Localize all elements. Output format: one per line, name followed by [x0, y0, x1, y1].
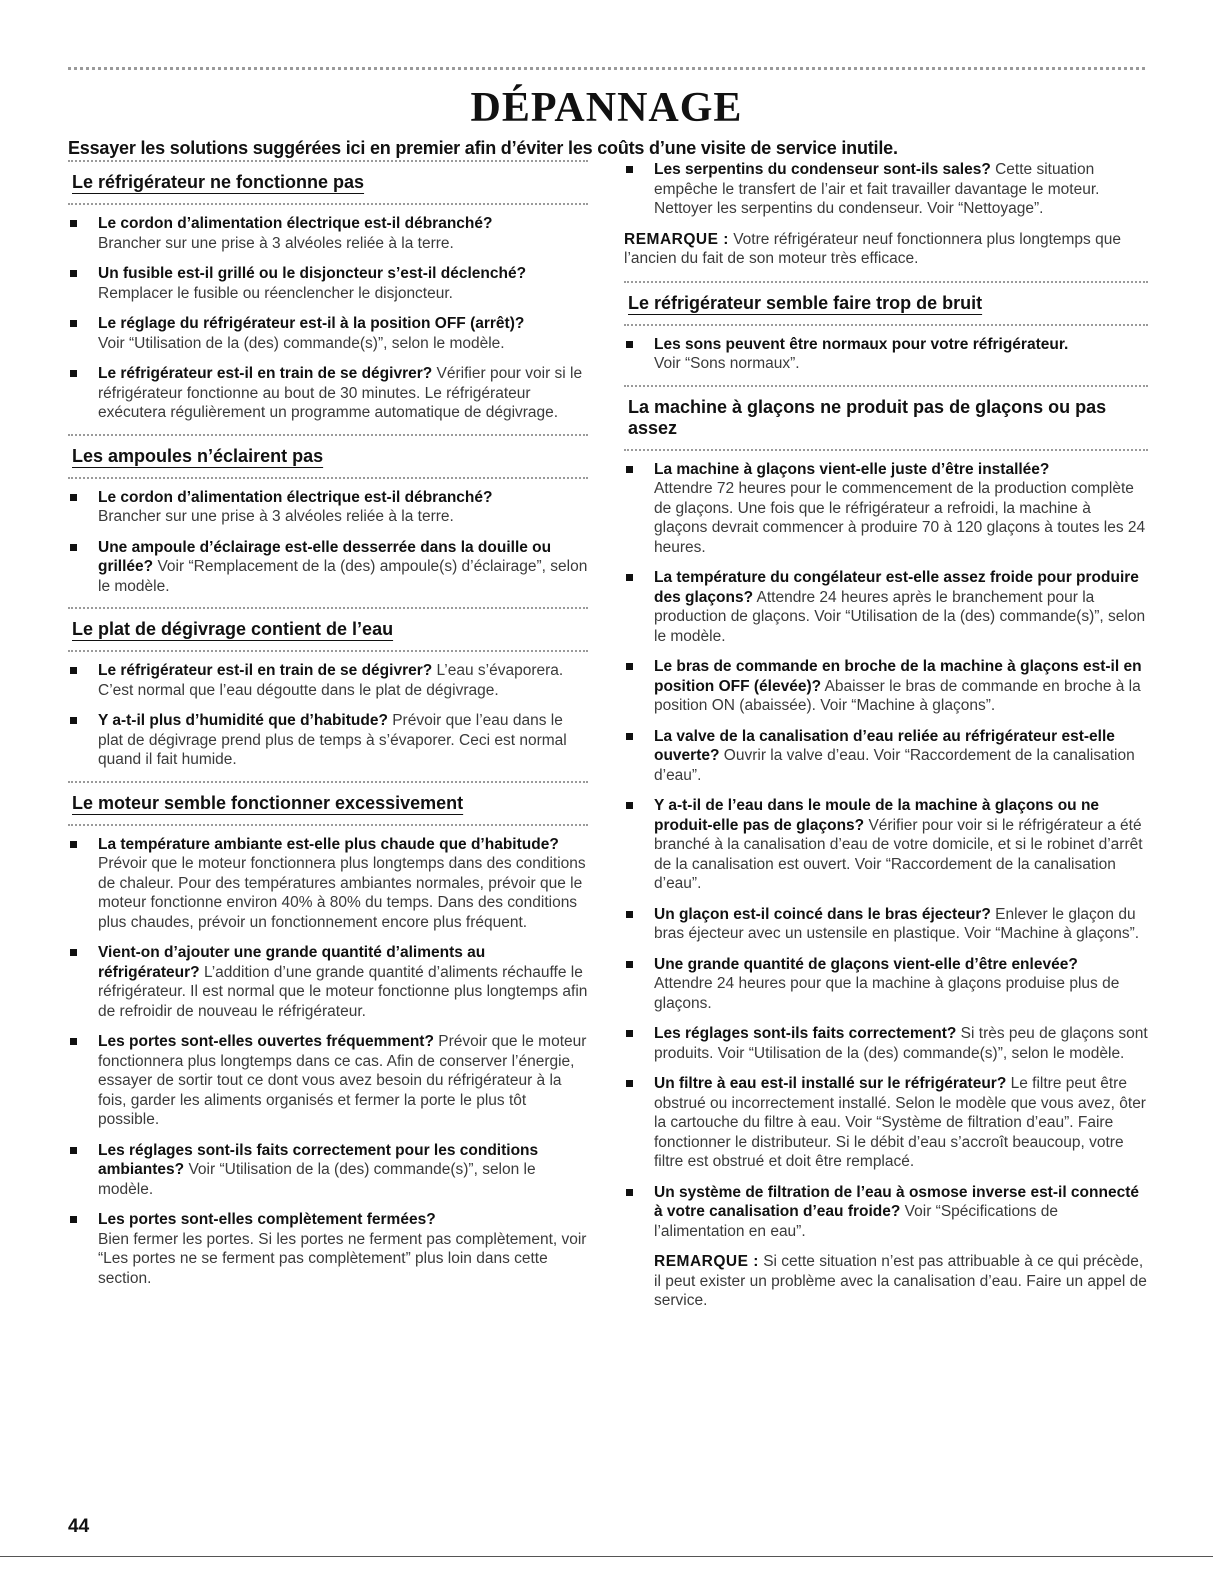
item-answer: Cette situation empêche le transfert de l’air et fait travailler davantage le moteur. Nettoyer les serpentins du condenseur. Voir “Nettoyage”. [654, 161, 1100, 217]
item-answer: Ouvrir la valve d’eau. Voir “Raccordement de la canalisation d’eau”. [654, 747, 1135, 784]
note-text: Votre réfrigérateur neuf fonctionnera plus longtemps que l’ancien du fait de son moteur très efficace. [624, 230, 1121, 267]
item-question: Les portes sont-elles complètement fermées? [98, 1211, 436, 1228]
item-answer: Prévoir que l’eau dans le plat de dégivrage prend plus de temps à s’évaporer. Ceci est normal quand il fait humide. [98, 712, 567, 768]
item-answer: L’addition d’une grande quantité d’aliments réchauffe le réfrigérateur. Il est normal que le moteur fonctionne plus longtemps afin de refroidir de nouveau le réfrigérateur. [98, 963, 588, 1020]
item-question: Le réfrigérateur est-il en train de se dégivrer? [98, 662, 433, 679]
bullet-icon [70, 494, 77, 501]
list-item [68, 538, 588, 597]
list-item [68, 214, 588, 253]
section-header [68, 781, 588, 826]
bullet-icon [70, 220, 77, 227]
section-title: Le moteur semble fonctionner excessivement [72, 792, 464, 813]
item-answer: L’eau s’évaporera. C’est normal que l’eau dégoutte dans le plat de dégivrage. [98, 662, 564, 699]
section-ice-maker [624, 385, 1148, 1311]
item-question: Le bras de commande en broche de la machine à glaçons est-il en position OFF (élevée)? [654, 658, 1142, 695]
list-item [624, 657, 1148, 716]
item-answer: Remplacer le fusible ou réenclencher le disjoncteur. [98, 284, 453, 302]
bullet-icon [70, 717, 77, 724]
item-answer: Vérifier pour voir si le réfrigérateur fonctionne au bout de 30 minutes. Le réfrigérateur exécutera régulièrement un programme automatique de dégivrage. [98, 365, 583, 421]
item-question: Les portes sont-elles ouvertes fréquemment? [98, 1033, 434, 1050]
item-question: Le réglage du réfrigérateur est-il à la position OFF (arrêt)? [98, 315, 525, 332]
list-item [624, 1024, 1148, 1063]
item-answer: Si très peu de glaçons sont produits. Voir “Utilisation de la (des) commande(s)”, selon le modèle. [654, 1025, 1148, 1062]
item-answer: Prévoir que le moteur fonctionnera plus longtemps dans ce cas. Afin de conserver l’énergie, essayer de sortir tout ce dont vous avez besoin du réfrigérateur à la fois, garder les aliments organisés et fermer la porte le plus tôt possible. [98, 1033, 587, 1128]
section-continued [624, 160, 1148, 269]
item-answer: Prévoir que le moteur fonctionnera plus longtemps dans des conditions de chaleur. Pour des températures ambiantes normales, prévoir que le moteur fonctionne environ 40% à 80% du temps. Dans des conditions plus chaudes, prévoir un fonctionnement encore plus fréquent. [98, 855, 586, 931]
left-column [68, 160, 588, 1299]
item-question: Les réglages sont-ils faits correctement pour les conditions ambiantes? [98, 1141, 539, 1178]
item-question: La température ambiante est-elle plus chaude que d’habitude? [98, 835, 559, 853]
section-header [624, 281, 1148, 326]
item-answer: Brancher sur une prise à 3 alvéoles reliée à la terre. [98, 234, 454, 252]
list-item [68, 364, 588, 423]
list-item [68, 1141, 588, 1200]
item-answer: Abaisser le bras de commande en broche à la position ON (abaissée). Voir “Machine à glaçons”. [654, 677, 1141, 714]
bullet-icon [70, 370, 77, 377]
section-title: Le plat de dégivrage contient de l’eau [72, 619, 394, 639]
item-question: La machine à glaçons vient-elle juste d’être installée? [654, 460, 1050, 478]
bullet-icon [626, 1189, 633, 1196]
list-item [624, 568, 1148, 646]
note-paragraph [624, 1252, 1148, 1311]
bullet-icon [70, 667, 77, 674]
bullet-icon [70, 841, 77, 848]
bullet-icon [626, 961, 633, 968]
page-title: DÉPANNAGE [470, 85, 743, 131]
bullet-icon [626, 166, 633, 173]
top-dotted-rule [68, 67, 1145, 70]
section-lights-not-working [68, 434, 588, 597]
section-title: Les ampoules n’éclairent pas [72, 445, 324, 466]
section-header [68, 607, 588, 652]
right-column [624, 160, 1148, 1323]
bottom-rule [0, 1556, 1213, 1557]
bullet-icon [626, 466, 633, 473]
item-answer: Vérifier pour voir si le réfrigérateur a été branché à la canalisation d’eau de votre domicile, et si le robinet d’arrêt de la canalisation est ouvert. Voir “Raccordement de la canalisation d’eau”. [654, 816, 1143, 892]
item-answer: Brancher sur une prise à 3 alvéoles reliée à la terre. [98, 508, 454, 525]
section-title: Le réfrigérateur ne fonctionne pas [72, 172, 365, 192]
bullet-icon [626, 802, 633, 809]
bullet-icon [626, 341, 633, 348]
item-answer: Voir “Spécifications de l’alimentation en eau”. [654, 1203, 1059, 1240]
list-item [68, 264, 588, 303]
section-refrigerator-not-running [68, 160, 588, 423]
item-question: Les serpentins du condenseur sont-ils sales? [654, 161, 991, 178]
item-question: Une grande quantité de glaçons vient-elle d’être enlevée? [654, 955, 1078, 973]
item-question: Une ampoule d’éclairage est-elle desserrée dans la douille ou grillée? [98, 538, 552, 575]
item-answer: Voir “Utilisation de la (des) commande(s)”, selon le modèle. [98, 334, 505, 352]
list-item [68, 1210, 588, 1288]
item-answer: Attendre 24 heures après le branchement pour la production de glaçons. Voir “Utilisation de la (des) commande(s)”, selon le modèle. [654, 588, 1146, 645]
item-question: La température du congélateur est-elle assez froide pour produire des glaçons? [654, 569, 1139, 606]
bullet-icon [626, 1030, 633, 1037]
item-question: Le cordon d’alimentation électrique est-il débranché? [98, 488, 493, 506]
item-question: Un système de filtration de l’eau à osmose inverse est-il connecté à votre canalisation d’eau froide? [654, 1183, 1139, 1220]
section-too-noisy [624, 281, 1148, 374]
item-answer: Voir “Utilisation de la (des) commande(s)”, selon le modèle. [98, 1161, 536, 1198]
list-item [624, 1183, 1148, 1242]
item-question: Un fusible est-il grillé ou le disjoncteur s’est-il déclenché? [98, 265, 527, 282]
item-answer: Attendre 24 heures pour que la machine à glaçons produise plus de glaçons. [654, 975, 1120, 1012]
item-question: Y a-t-il de l’eau dans le moule de la machine à glaçons ou ne produit-elle pas de glaçons? [654, 797, 1100, 834]
section-motor-runs-excessively [68, 781, 588, 1289]
item-question: Vient-on d’ajouter une grande quantité d’aliments au réfrigérateur? [98, 944, 486, 981]
item-answer: Enlever le glaçon du bras éjecteur avec un ustensile en plastique. Voir “Machine à glaçons”. [654, 905, 1140, 942]
item-question: La valve de la canalisation d’eau reliée au réfrigérateur est-elle ouverte? [654, 727, 1115, 764]
section-defrost-pan-water [68, 607, 588, 770]
list-item [68, 835, 588, 933]
note-text: Si cette situation n’est pas attribuable à ce qui précède, il peut exister un problème avec la canalisation d’eau. Faire un appel de service. [654, 1253, 1147, 1309]
list-item [624, 160, 1148, 219]
item-answer: Bien fermer les portes. Si les portes ne ferment pas complètement, voir “Les portes ne se ferment pas complètement” plus loin dans cette section. [98, 1230, 587, 1287]
list-item [624, 727, 1148, 786]
item-answer: Voir “Remplacement de la (des) ampoule(s) d’éclairage”, selon le modèle. [98, 558, 588, 595]
list-item [624, 905, 1148, 944]
section-title: La machine à glaçons ne produit pas de glaçons ou pas assez [628, 396, 1107, 438]
bullet-icon [70, 949, 77, 956]
bullet-icon [70, 544, 77, 551]
section-header [68, 160, 588, 205]
bullet-icon [70, 1147, 77, 1154]
note-label: REMARQUE : [624, 230, 729, 248]
bullet-icon [626, 574, 633, 581]
bullet-icon [626, 663, 633, 670]
list-item [624, 460, 1148, 558]
list-item [68, 943, 588, 1021]
item-answer: Voir “Sons normaux”. [654, 355, 800, 372]
bullet-icon [70, 1216, 77, 1223]
section-header [624, 385, 1148, 451]
item-question: Un filtre à eau est-il installé sur le réfrigérateur? [654, 1075, 1007, 1092]
section-header [68, 434, 588, 479]
item-question: Le réfrigérateur est-il en train de se dégivrer? [98, 365, 433, 382]
item-question: Les sons peuvent être normaux pour votre réfrigérateur. [654, 335, 1069, 353]
note-label: REMARQUE : [654, 1253, 759, 1270]
bullet-icon [70, 270, 77, 277]
list-item [68, 711, 588, 770]
bullet-icon [70, 1038, 77, 1045]
list-item [68, 661, 588, 700]
page-number: 44 [68, 1516, 90, 1537]
item-question: Y a-t-il plus d’humidité que d’habitude? [98, 712, 388, 729]
list-item [68, 314, 588, 353]
note-paragraph [624, 230, 1148, 269]
list-item [68, 488, 588, 527]
list-item [68, 1032, 588, 1130]
section-title: Le réfrigérateur semble faire trop de bruit [628, 292, 983, 313]
bullet-icon [70, 320, 77, 327]
bullet-icon [626, 1080, 633, 1087]
item-question: Un glaçon est-il coincé dans le bras éjecteur? [654, 905, 991, 923]
list-item [624, 1074, 1148, 1172]
list-item [624, 796, 1148, 894]
list-item [624, 335, 1148, 374]
item-question: Le cordon d’alimentation électrique est-il débranché? [98, 215, 493, 232]
item-answer: Attendre 72 heures pour le commencement de la production complète de glaçons. Une fois que le réfrigérateur a refroidi, la machine à glaçons devrait commencer à produire 70 à 120 glaçons à toutes les 24 heures. [654, 480, 1146, 556]
bullet-icon [626, 911, 633, 918]
bullet-icon [626, 733, 633, 740]
intro-text: Essayer les solutions suggérées ici en premier afin d’éviter les coûts d’une visite de service inutile. [68, 138, 898, 158]
list-item [624, 955, 1148, 1014]
item-question: Les réglages sont-ils faits correctement? [654, 1025, 957, 1042]
item-answer: Le filtre peut être obstrué ou incorrectement installé. Selon le modèle que vous avez, ôter la cartouche du filtre à eau. Voir “Système de filtration d’eau”. Faire fonctionner le distributeur. Si le débit d’eau s’accroît beaucoup, votre filtre est obstrué et doit être remplacé. [654, 1075, 1146, 1170]
